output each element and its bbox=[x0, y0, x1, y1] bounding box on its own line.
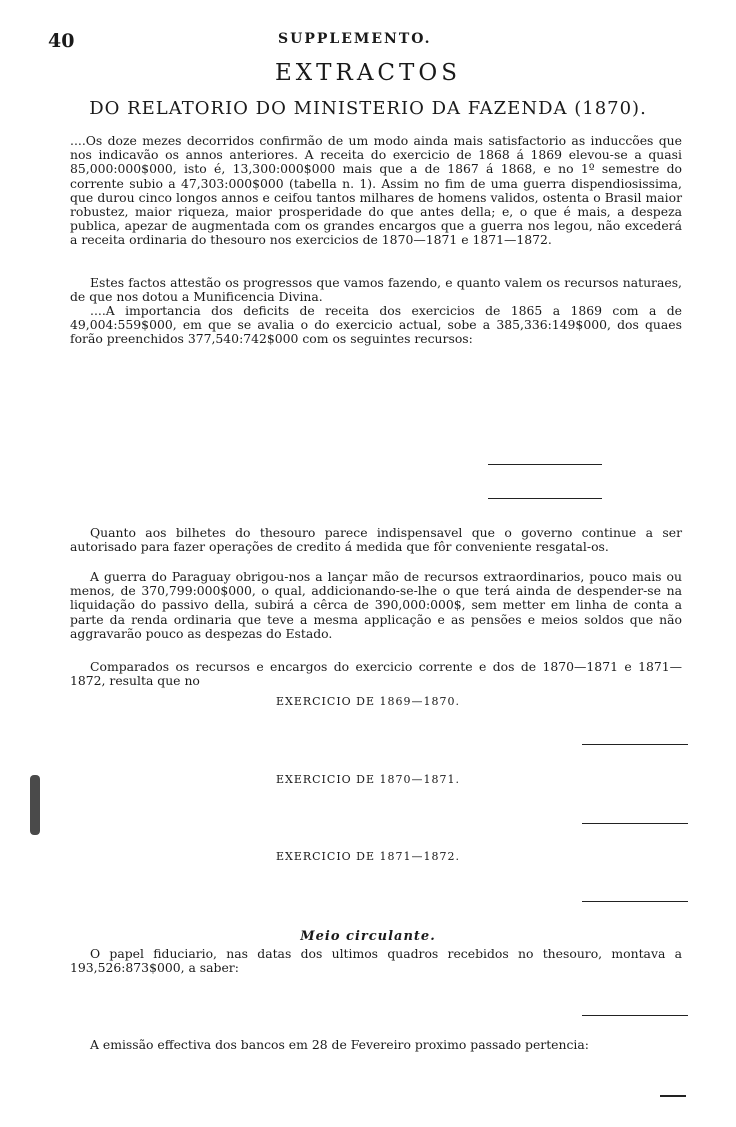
running-header: SUPPLEMENTO. bbox=[278, 31, 432, 47]
document-subtitle: DO RELATORIO DO MINISTERIO DA FAZENDA (1870). bbox=[89, 98, 647, 119]
total-rule bbox=[582, 1015, 688, 1016]
paragraph-5: A guerra do Paraguay obrigou-nos a lançar mão de recursos extraordinarios, pouco mais ou menos, de 370,799:000$000, o qual, addicionando-se-lhe o que terá ainda de despender-se na liquidação do passivo della, subirá a cêrca de 390,000:000$, sem metter em linha de conta a parte da renda ordinaria que teve a mesma applicação e as pensões e meios soldos que não aggravarão pouco as despezas do Estado. bbox=[70, 569, 682, 641]
paragraph-3: ....A importancia dos deficits de receita dos exercicios de 1865 a 1869 com a de 49,004:559$000, em que se avalia o do exercicio actual, sobe a 385,336:149$000, dos quaes forão preenchidos 377,540:742$000 com os seguintes recursos: bbox=[70, 303, 682, 347]
paragraph-8: A emissão effectiva dos bancos em 28 de Fevereiro proximo passado pertencia: bbox=[90, 1037, 589, 1052]
section-heading-1870: EXERCICIO DE 1870—1871. bbox=[275, 773, 461, 786]
sum-rule bbox=[582, 901, 688, 902]
section-heading-meio-circulante: Meio circulante. bbox=[300, 929, 436, 944]
paragraph-1: ....Os doze mezes decorridos confirmão de um modo ainda mais satisfactorio as induccões que nos indicavão os annos anteriores. A receita do exercicio de 1868 á 1869 elevou-se a quasi 85,000:000$000, isto é, 13,300:000$000 mais que a de 1867 á 1868, e no 1º semestre do corrente subio a 47,303:000$000 (tabella n. 1). Assim no fim de uma guerra dispendiosissima, que durou cinco longos annos e ceifou tantos milhares de homens validos, ostenta o Brasil maior robustez, maior riqueza, maior prosperidade do que antes della; e, o que é mais, a despeza publica, apezar de augmentada com os grandes encargos que a guerra nos legou, não excederá a receita ordinaria do thesouro nos exercicios de 1870—1871 e 1871—1872. bbox=[70, 133, 682, 248]
paragraph-6: Comparados os recursos e encargos do exercicio corrente e dos de 1870—1871 e 1871—1872, resulta que no bbox=[70, 659, 682, 689]
sum-rule bbox=[488, 464, 602, 465]
page-number: 40 bbox=[48, 30, 75, 52]
sum-rule bbox=[582, 744, 688, 745]
paragraph-2: Estes factos attestão os progressos que vamos fazendo, e quanto valem os recursos naturaes, de que nos dotou a Munificencia Divina. bbox=[70, 275, 682, 305]
margin-ink-smudge bbox=[30, 775, 40, 835]
paragraph-7: O papel fiduciario, nas datas dos ultimos quadros recebidos no thesouro, montava a 193,526:873$000, a saber: bbox=[70, 946, 682, 976]
total-rule bbox=[488, 498, 602, 499]
document-title: EXTRACTOS bbox=[275, 60, 461, 86]
sum-rule bbox=[582, 823, 688, 824]
end-dash bbox=[660, 1095, 686, 1097]
section-heading-1869: EXERCICIO DE 1869—1870. bbox=[275, 695, 461, 708]
paragraph-4: Quanto aos bilhetes do thesouro parece indispensavel que o governo continue a ser autorisado para fazer operações de credito á medida que fôr conveniente resgatal-os. bbox=[70, 525, 682, 555]
section-heading-1871: EXERCICIO DE 1871—1872. bbox=[275, 850, 461, 863]
